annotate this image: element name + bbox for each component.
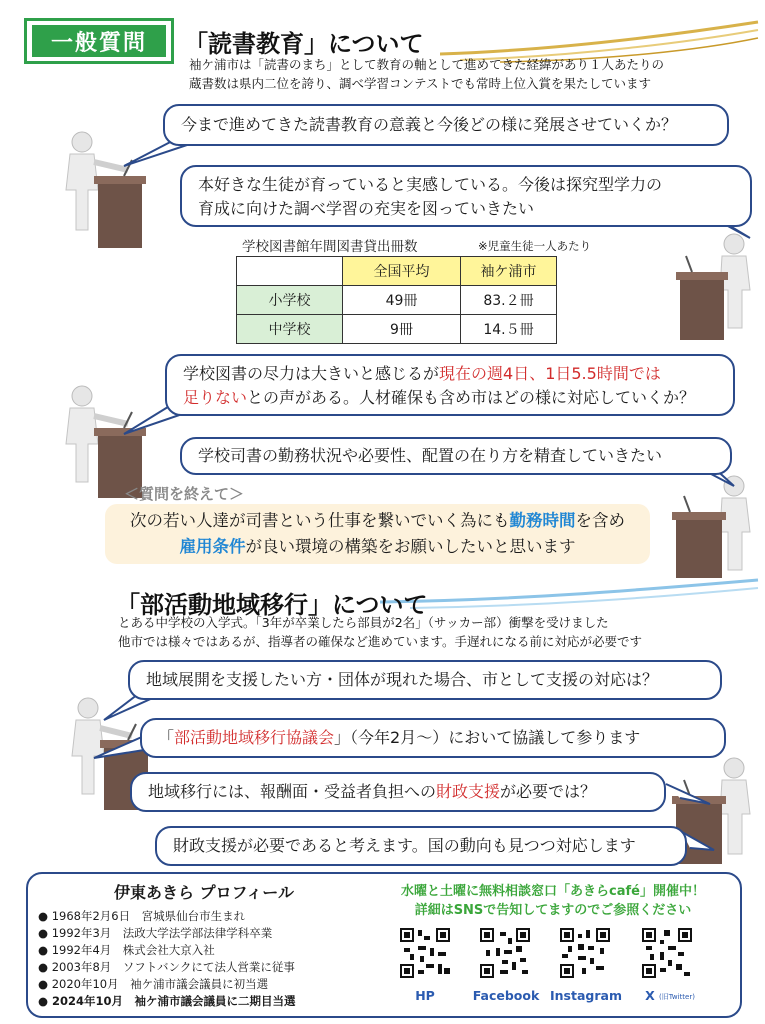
closing-text: を含め xyxy=(575,511,625,530)
reading-answer-1 xyxy=(180,165,752,227)
profile-item-text: 2003年8月 ソフトバンクにて法人営業に従事 xyxy=(51,960,295,974)
instagram-link[interactable]: Instagram xyxy=(550,988,622,1003)
table-header-cell: 全国平均 xyxy=(343,257,461,286)
table-title: 学校図書館年間図書貸出冊数 xyxy=(242,239,418,255)
table-cell: 小学校 xyxy=(237,286,343,315)
club-intro-line-2: 他市では様々ではあるが、指導者の確保など進めています。手遅れになる前に対応が必要です xyxy=(118,634,643,649)
reading-question-2-text-2: との声がある。人材確保も含め市はどの様に対応していくか？ xyxy=(247,388,696,407)
reading-question-1 xyxy=(163,104,729,146)
blue-swoosh-decoration xyxy=(380,578,760,612)
table-cell: 49冊 xyxy=(343,286,461,315)
hp-qr-code-icon[interactable] xyxy=(400,928,450,978)
club-answer-2-text: 財政支援が必要であると考えます。国の動向も見つつ対応します xyxy=(173,836,636,855)
table-cell: 83.２冊 xyxy=(461,286,557,315)
club-intro-line-1: とある中学校の入学式。「3年が卒業したら部員が2名」（サッカー部）衝撃を受けました xyxy=(118,615,609,630)
profile-item-text: 1992年3月 法政大学法学部法律学科卒業 xyxy=(51,926,273,940)
club-question-2-highlight: 財政支援 xyxy=(436,782,501,801)
reading-section-title: 「読書教育」について xyxy=(184,30,424,58)
list-item: ● 1992年3月 法政大学法学部法律学科卒業 xyxy=(38,926,273,940)
club-answer-2 xyxy=(155,826,687,866)
reading-question-2-highlight: 現在の週4日、1日5.5時間では xyxy=(439,364,661,383)
table-header-cell: 袖ケ浦市 xyxy=(461,257,557,286)
cafe-notice: 水曜と土曜に無料相談窓口「あきらcafé」開催中！ xyxy=(401,884,705,899)
closing-text: が良い環境の構築をお願いしたいと思います xyxy=(245,537,576,556)
facebook-link[interactable]: Facebook xyxy=(472,988,540,1003)
x-link[interactable]: X xyxy=(645,988,655,1003)
table-header-cell xyxy=(237,257,343,286)
closing-text: 次の若い人達が司書という仕事を繋いでいく為にも xyxy=(130,511,510,530)
closing-highlight: 雇用条件 xyxy=(179,537,246,556)
reading-answer-1-line-2: 育成に向けた調べ学習の充実を図っていきたい xyxy=(198,199,535,218)
x-former-name: (旧Twitter) xyxy=(659,993,695,1001)
profile-list xyxy=(38,908,368,1010)
club-answer-1-text: 」（今年2月～）において協議して参ります xyxy=(334,728,641,747)
profile-item-text: 2024年10月 袖ケ浦市議会議員に二期目当選 xyxy=(52,994,296,1008)
closing-highlight: 勤務時間 xyxy=(509,511,576,530)
facebook-qr-code-icon[interactable] xyxy=(480,928,530,978)
reading-answer-2-text: 学校司書の勤務状況や必要性、配置の在り方を精査していきたい xyxy=(198,446,663,465)
club-question-2-text: 地域移行には、報酬面・受益者負担への xyxy=(148,782,437,801)
respondent-figure-icon xyxy=(676,232,756,342)
list-item: ● 2003年8月 ソフトバンクにて法人営業に従事 xyxy=(38,960,295,974)
table-note: ※児童生徒一人あたり xyxy=(478,239,592,253)
library-loans-table xyxy=(236,256,557,344)
instagram-qr-code-icon[interactable] xyxy=(560,928,610,978)
section-badge xyxy=(24,18,174,64)
table-header-row xyxy=(237,257,557,286)
profile-name: 伊東あきら プロフィール xyxy=(114,883,294,902)
club-question-1-text: 地域展開を支援したい方・団体が現れた場合、市として支援の対応は？ xyxy=(146,670,659,689)
reading-answer-1-line-1: 本好きな生徒が育っていると実感している。今後は探究型学力の xyxy=(198,175,663,194)
hp-link[interactable]: HP xyxy=(415,988,435,1003)
table-row xyxy=(237,315,557,344)
table-cell: 14.５冊 xyxy=(461,315,557,344)
reading-question-2-highlight-2: 足りない xyxy=(183,388,248,407)
table-cell: 9冊 xyxy=(343,315,461,344)
profile-box xyxy=(26,872,742,1018)
club-answer-1-bracket: 「 xyxy=(158,728,175,747)
table-row xyxy=(237,286,557,315)
list-item: ● 1968年2月6日 宮城県仙台市生まれ xyxy=(38,909,246,923)
reading-question-2 xyxy=(165,354,735,416)
reading-question-1-text: 今まで進めてきた読書教育の意義と今後どの様に発展させていくか？ xyxy=(181,115,678,134)
x-qr-code-icon[interactable] xyxy=(642,928,692,978)
list-item: ● 2020年10月 袖ケ浦市議会議員に初当選 xyxy=(38,977,269,991)
club-question-2 xyxy=(130,772,666,812)
sns-notice: 詳細はSNSで告知してますのでご参照ください xyxy=(414,903,692,918)
list-item: ● 2024年10月 袖ケ浦市議会議員に二期目当選 xyxy=(38,994,296,1008)
club-section-title: 「部活動地域移行」について xyxy=(116,591,428,619)
bubble-tail xyxy=(664,782,724,812)
club-answer-1-highlight: 部活動地域移行協議会 xyxy=(174,728,335,747)
profile-item-text: 1968年2月6日 宮城県仙台市生まれ xyxy=(51,909,246,923)
badge-label: 一般質問 xyxy=(32,25,166,57)
reading-intro-line-2: 蔵書数は県内二位を誇り、調べ学習コンテストでも常時上位入賞を果たしています xyxy=(189,76,652,91)
profile-item-text: 1992年4月 株式会社大京入社 xyxy=(51,943,215,957)
club-answer-1 xyxy=(140,718,726,758)
club-question-1 xyxy=(128,660,722,700)
list-item: ● 1992年4月 株式会社大京入社 xyxy=(38,943,215,957)
closing-heading: ＜質問を終えて＞ xyxy=(124,485,245,503)
reading-answer-2 xyxy=(180,437,732,475)
reading-question-2-text: 学校図書の尽力は大きいと感じるが xyxy=(183,364,440,383)
reading-intro-line-1: 袖ケ浦市は「読書のまち」として教育の軸として進めてきた経緯があり１人あたりの xyxy=(189,57,665,72)
profile-item-text: 2020年10月 袖ケ浦市議会議員に初当選 xyxy=(51,977,269,991)
closing-remarks xyxy=(105,504,650,564)
table-cell: 中学校 xyxy=(237,315,343,344)
club-question-2-text-2: が必要では？ xyxy=(500,782,597,801)
